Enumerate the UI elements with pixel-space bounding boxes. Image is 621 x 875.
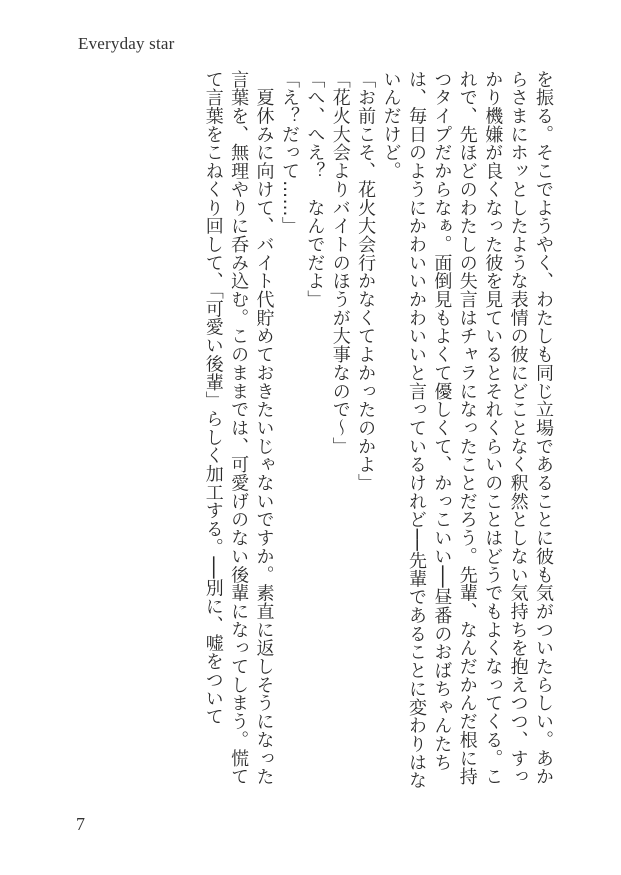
running-header-title: Everyday star	[78, 34, 175, 53]
dialogue-line: 「へ、へえ？ なんでだよ」	[304, 70, 326, 309]
vertical-text-body	[96, 70, 556, 800]
dialogue-line: 「え？だって……」	[278, 70, 300, 236]
dialogue-line: 「お前こそ、花火大会行かなくてよかったのかよ」	[355, 70, 377, 493]
page-number: 7	[76, 814, 85, 834]
paragraph: を振る。そこでようやく、わたしも同じ立場であることに彼も気がついたらしい。あからさまにホッとしたような表情の彼にどことなく釈然としない気持ちを抱えつつ、すっかり機嫌が良くなった彼を見ているとそれくらいのことはどうでもよくなってくる。これで、先ほどのわたしの失言はチャラになったことだろう。先輩、なんだかんだ根に持つタイプだからなぁ。面倒見もよくて優しくて、かっこいい──昼番のおばちゃんたちは、毎日のようにかわいいかわいいと言っているけれど──先輩であることに変わりはないんだけど。	[380, 70, 554, 790]
dialogue-line: 「花火大会よりバイトのほうが大事なので〜」	[329, 70, 351, 456]
paragraph: 夏休みに向けて、バイト代貯めておきたいじゃないですか。素直に返しそうになった言葉を、無理やりに呑み込む。このままでは、可愛げのない後輩になってしまう。慌てて言葉をこねくり回して、「可愛い後輩」らしく加工する。──別に、嘘をついて	[202, 70, 275, 786]
